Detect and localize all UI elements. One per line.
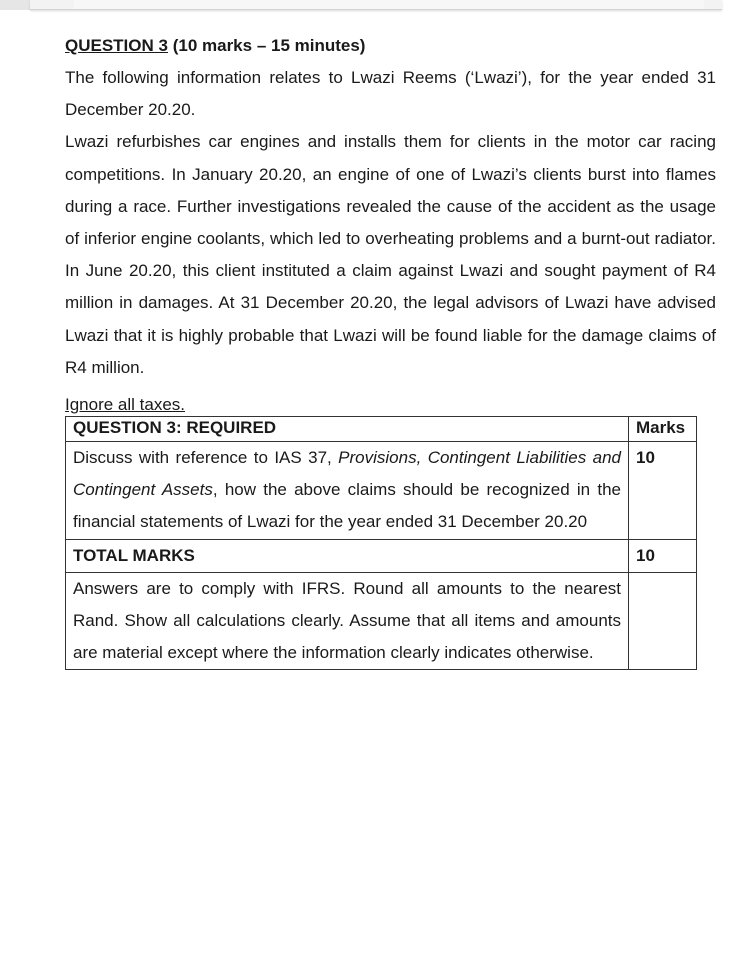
header-marks: Marks xyxy=(629,417,697,442)
intro-paragraph: The following information relates to Lwazi Reems (‘Lwazi’), for the year ended 31 December 20.20. xyxy=(65,68,716,120)
top-panel-inner xyxy=(74,0,704,9)
required-table xyxy=(65,416,697,670)
total-label: TOTAL MARKS xyxy=(66,539,629,572)
question-content xyxy=(65,30,716,670)
top-panel xyxy=(30,0,722,10)
required-text-part2: , how the above claims should be recognized in the financial statements of Lwazi for the year ended 31 December 20.20 xyxy=(73,480,622,532)
note-marks-empty xyxy=(629,572,697,670)
top-strip xyxy=(0,0,754,16)
header-required: QUESTION 3: REQUIRED xyxy=(66,417,629,442)
required-marks: 10 xyxy=(629,442,697,540)
question-meta: (10 marks – 15 minutes) xyxy=(172,36,366,55)
total-marks: 10 xyxy=(629,539,697,572)
compliance-note: Answers are to comply with IFRS. Round all amounts to the nearest Rand. Show all calculations clearly. Assume that all items and amounts are material except where the information clearly indicates otherwise. xyxy=(66,572,629,670)
required-text-part1: Discuss with reference to IAS 37, xyxy=(73,448,339,468)
ignore-taxes-note: Ignore all taxes. xyxy=(65,395,186,415)
question-number: QUESTION 3 xyxy=(65,36,168,55)
required-text-standard-title: Provisions, Contingent Liabilities and Contingent Assets xyxy=(73,448,622,500)
scenario-paragraph: Lwazi refurbishes car engines and installs them for clients in the motor car racing competitions. In January 20.20, an engine of one of Lwazi’s clients burst into flames during a race. Further investigations revealed the cause of the accident as the usage of inferior engine coolants, which led to overheating problems and a burnt-out radiator. In June 20.20, this client instituted a claim against Lwazi and sought payment of R4 million in damages. At 31 December 20.20, the legal advisors of Lwazi have advised Lwazi that it is highly probable that Lwazi will be found liable for the damage claims of R4 million. xyxy=(65,132,716,377)
required-row xyxy=(66,442,697,540)
table-header-row xyxy=(66,417,697,442)
total-row xyxy=(66,539,697,572)
required-text xyxy=(66,442,629,540)
top-left-block xyxy=(0,0,30,10)
note-row xyxy=(66,572,697,670)
question-heading xyxy=(65,30,716,62)
